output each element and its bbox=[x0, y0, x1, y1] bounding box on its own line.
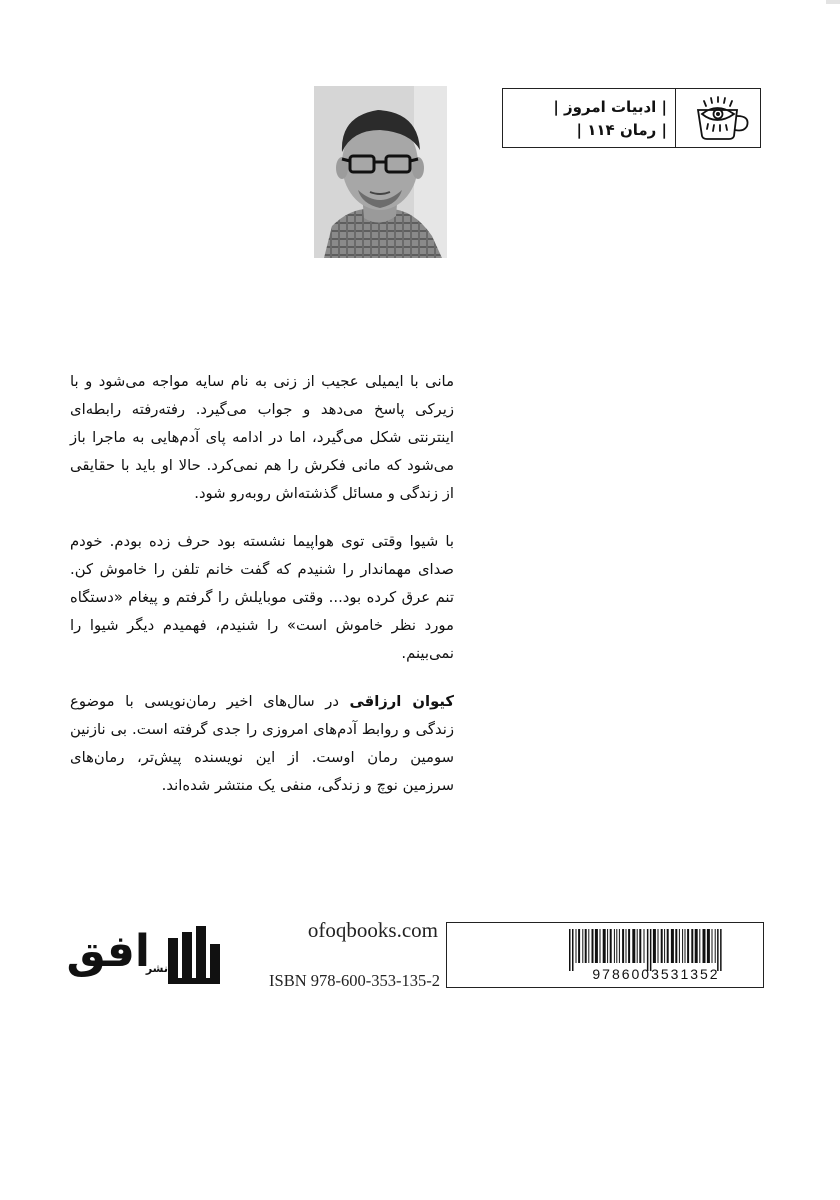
barcode-bar bbox=[679, 929, 680, 963]
barcode-bar bbox=[595, 929, 598, 963]
barcode-bar bbox=[671, 929, 674, 963]
barcode-bar bbox=[699, 929, 700, 963]
barcode-bar bbox=[682, 929, 683, 963]
barcode-bar bbox=[720, 929, 722, 971]
publisher-logo-text: افق bbox=[66, 926, 150, 977]
barcode-bar bbox=[675, 929, 677, 963]
barcode-bars bbox=[567, 929, 757, 971]
barcode-bar bbox=[582, 929, 583, 963]
barcode-bar bbox=[707, 929, 710, 963]
author-bio-paragraph bbox=[70, 688, 454, 800]
barcode-bar bbox=[644, 929, 645, 963]
barcode-bar bbox=[687, 929, 689, 963]
synopsis-paragraph: مانی با ایمیلی عجیب از زنی به نام سایه مواجه می‌شود و با زیرکی پاسخ می‌دهد و جواب می‌گیرد. رفته‌رفته رابطه‌ای اینترنتی شکل می‌گیرد، اما در ادامه پای آدم‌هایی به ماجرا باز می‌شود که مانی فکرش را هم نمی‌کرد. حالا او باید با حقایقی از زندگی و مسائل گذشته‌اش روبه‌رو شود. bbox=[70, 373, 454, 502]
barcode-bar bbox=[703, 929, 706, 963]
excerpt-paragraph: با شیوا وقتی توی هواپیما نشسته بود حرف زده بودم. خودم صدای مهماندار را شنیدم که گفت خانم تلفن را خاموش کن. تنم عرق کرده بود... وقتی موبایلش را گرفتم و پیغام «دستگاه مورد نظر خاموش است» را شنیدم، فهمیدم دیگر شیوا را نمی‌بینم. bbox=[70, 533, 454, 662]
barcode-bar bbox=[658, 929, 659, 963]
barcode-bar bbox=[600, 929, 601, 963]
barcode-bar bbox=[695, 929, 698, 963]
barcode-bar bbox=[576, 929, 577, 963]
barcode-bar bbox=[607, 929, 608, 963]
corner-mark bbox=[826, 0, 840, 4]
barcode-bar bbox=[691, 929, 693, 963]
publisher-logo bbox=[68, 918, 228, 998]
barcode-bar bbox=[637, 929, 638, 963]
barcode-bar bbox=[603, 929, 606, 963]
barcode-bar bbox=[712, 929, 713, 963]
barcode-bar bbox=[585, 929, 587, 963]
barcode-bar bbox=[632, 929, 635, 963]
barcode-bar bbox=[685, 929, 686, 963]
barcode-bar bbox=[664, 929, 665, 963]
barcode-bar bbox=[616, 929, 617, 963]
author-bio-text: در سال‌های اخیر رمان‌نویسی با موضوع زندگی و روابط آدم‌های امروزی را جدی گرفته است. بی نازنین سومین رمان اوست. از این نویسنده پیش‌تر، رمان‌های سرزمین نوچ و زندگی، منفی یک منتشر شده‌اند. bbox=[70, 693, 454, 794]
publisher-logo-small: نشر bbox=[145, 962, 168, 975]
series-label-box bbox=[502, 88, 761, 148]
barcode-bar bbox=[622, 929, 624, 963]
barcode-bar bbox=[661, 929, 663, 963]
barcode-bar bbox=[647, 929, 649, 971]
barcode-bar bbox=[628, 929, 630, 963]
barcode-bar bbox=[626, 929, 627, 963]
barcode-bar bbox=[610, 929, 612, 963]
barcode-bar bbox=[592, 929, 594, 963]
barcode-bar bbox=[653, 929, 656, 963]
barcode-bar bbox=[650, 929, 652, 971]
barcode-bar bbox=[619, 929, 620, 963]
author-photo bbox=[314, 86, 447, 258]
barcode-bar bbox=[569, 929, 571, 971]
barcode-bar bbox=[717, 929, 719, 971]
isbn: ISBN 978-600-353-135-2 bbox=[269, 971, 440, 990]
barcode-bar bbox=[667, 929, 669, 963]
barcode-bar bbox=[588, 929, 589, 963]
series-name: | ادبیات امروز | bbox=[553, 98, 667, 116]
barcode-bar bbox=[578, 929, 580, 963]
barcode-bar bbox=[614, 929, 615, 963]
series-number: | رمان ۱۱۴ | bbox=[576, 121, 667, 139]
eye-cup-icon bbox=[675, 88, 761, 148]
barcode-bar bbox=[639, 929, 641, 963]
series-text bbox=[503, 89, 675, 149]
barcode-number: 9786003531352 bbox=[592, 966, 720, 982]
publisher-website: ofoqbooks.com bbox=[307, 918, 438, 942]
barcode-bar bbox=[715, 929, 716, 963]
barcode-bar bbox=[572, 929, 574, 971]
author-name: کیوان ارزاقی bbox=[349, 693, 454, 710]
